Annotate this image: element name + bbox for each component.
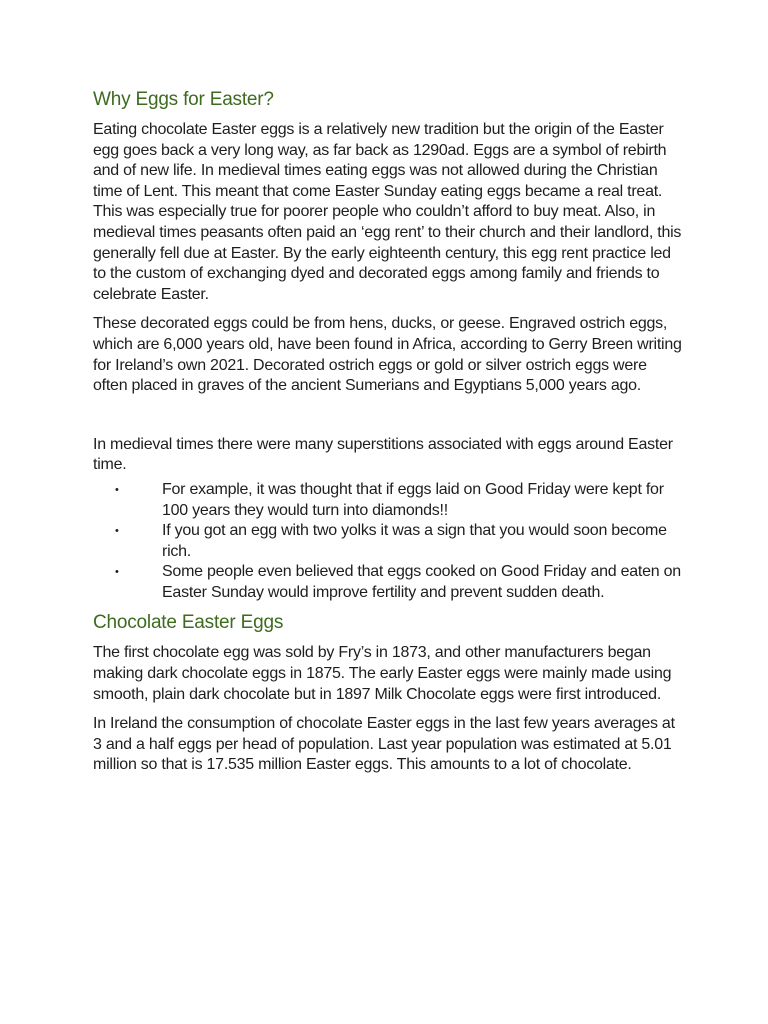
bullet-icon: • — [115, 566, 119, 579]
list-item-text: For example, it was thought that if eggs laid on Good Friday were kept for 100 years they would turn into diamonds!! — [162, 480, 664, 519]
superstitions-list — [93, 480, 683, 604]
paragraph-first-chocolate-egg: The first chocolate egg was sold by Fry’s in 1873, and other manufacturers began making dark chocolate eggs in 1875. The early Easter eggs were mainly made using smooth, plain dark chocolate but in 1897 Milk Chocolate eggs were first introduced. — [93, 644, 672, 703]
list-item — [93, 521, 683, 562]
section-heading-why-eggs: Why Eggs for Easter? — [93, 89, 274, 110]
bullet-icon: • — [115, 483, 119, 496]
paragraph-superstitions-intro: In medieval times there were many superstitions associated with eggs around Easter time. — [93, 435, 673, 474]
paragraph-decorated-eggs: These decorated eggs could be from hens, ducks, or geese. Engraved ostrich eggs, which are 6,000 years old, have been found in Africa, according to Gerry Breen writing for Ireland’s own 2021. Decorated ostrich eggs or gold or silver ostrich eggs were often placed in graves of the ancient Sumerians and Egyptians 5,000 years ago. — [93, 315, 682, 395]
list-item — [93, 562, 683, 603]
list-item-text: Some people even believed that eggs cooked on Good Friday and eaten on Easter Sunday would improve fertility and prevent sudden death. — [162, 563, 681, 601]
bullet-icon: • — [115, 525, 119, 538]
list-item — [93, 480, 683, 521]
paragraph-egg-origin: Eating chocolate Easter eggs is a relatively new tradition but the origin of the Easter egg goes back a very long way, as far back as 1290ad. Eggs are a symbol of rebirth and of new life. In medieval times eating eggs was not allowed during the Christian time of Lent. This meant that come Easter Sunday eating eggs became a real treat. This was especially true for poorer people who couldn’t afford to buy meat. Also, in medieval times peasants often paid an ‘egg rent’ to their church and their landlord, this generally fell due at Easter. By the early eighteenth century, this egg rent practice led to the custom of exchanging dyed and decorated eggs among family and friends to celebrate Easter. — [93, 121, 682, 303]
list-item-text: If you got an egg with two yolks it was a sign that you would soon become rich. — [162, 522, 667, 560]
section-heading-chocolate-eggs: Chocolate Easter Eggs — [93, 612, 284, 634]
document-content — [93, 88, 683, 776]
paragraph-ireland-consumption: In Ireland the consumption of chocolate Easter eggs in the last few years averages at 3 and a half eggs per head of population. Last year population was estimated at 5.01 million so that is 17.535 million Easter eggs. This amounts to a lot of chocolate. — [93, 715, 675, 774]
